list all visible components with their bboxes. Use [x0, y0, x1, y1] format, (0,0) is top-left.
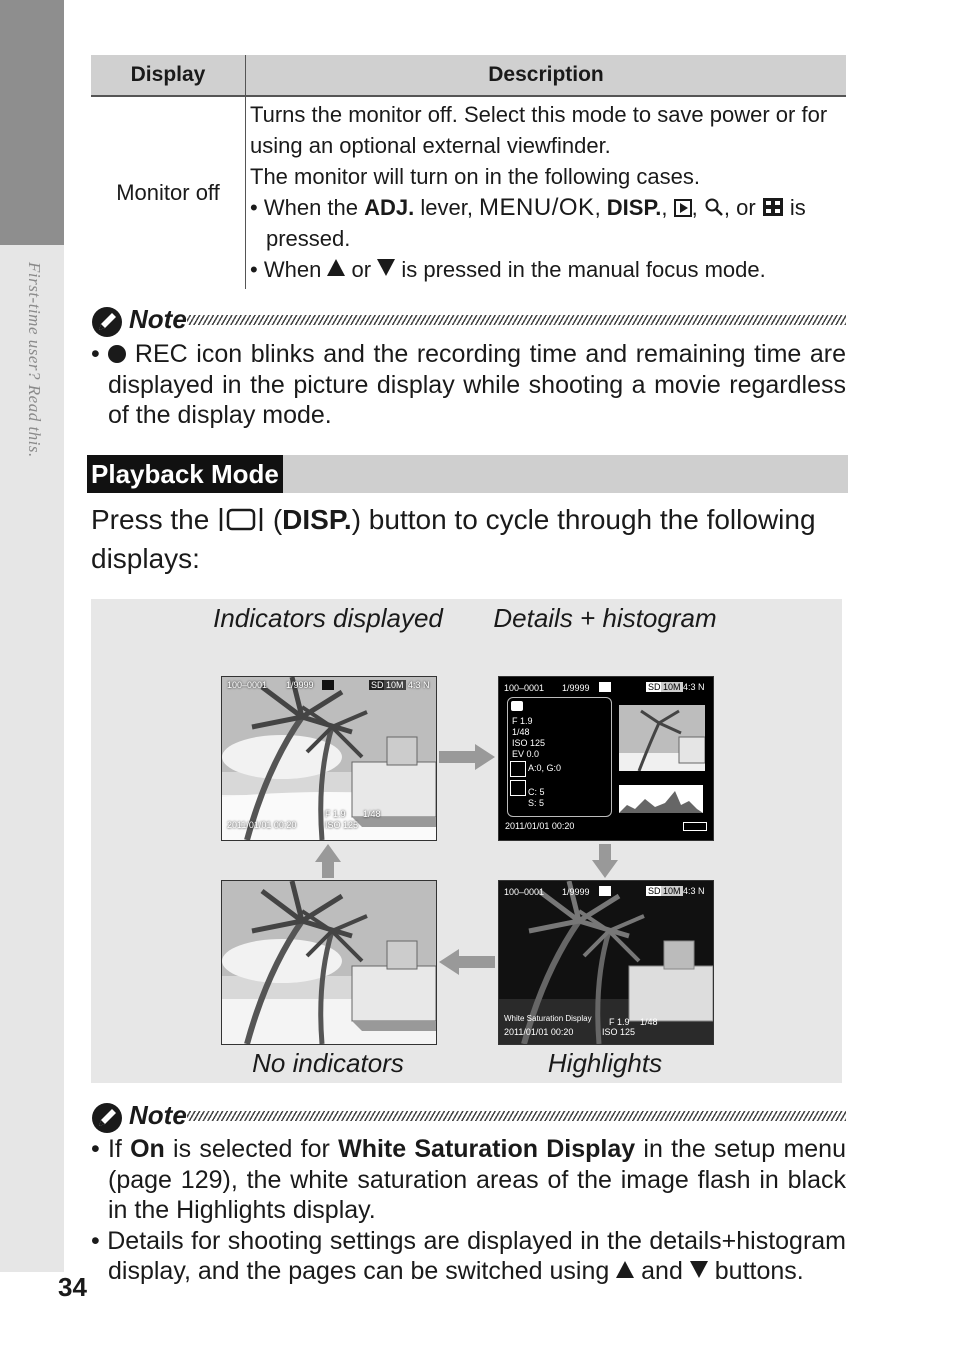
table-cell-display: Monitor off	[91, 96, 246, 289]
adj-lever-label: ADJ.	[364, 195, 415, 220]
up-arrow-icon	[327, 259, 345, 276]
menu-ok-label: MENU/OK	[479, 194, 595, 221]
note-body	[91, 339, 846, 431]
arrow-left-icon	[439, 949, 495, 975]
section-title: Playback Mode	[87, 455, 283, 493]
note-rule	[187, 1111, 846, 1121]
table-header-display: Display	[91, 55, 246, 96]
play-badge-icon	[599, 682, 611, 692]
disp-button-icon	[217, 506, 265, 532]
down-arrow-icon	[377, 259, 395, 276]
list-item: • REC icon blinks and the recording time and remaining time are displayed in the picture display while shooting a movie regardless of the display mode.	[91, 340, 847, 429]
thumbnail-photo	[619, 705, 705, 771]
disp-label: DISP.	[282, 504, 352, 535]
caption-indicators: Indicators displayed	[213, 603, 443, 633]
magnify-icon	[704, 197, 724, 217]
playback-display-diagram	[91, 599, 842, 1083]
screen-highlights: 100–0001 1/9999 SD 10M 4:3 N White Saturation Display F 1.9 1/48 2011/01/01 00:20 ISO 125	[498, 880, 714, 1045]
pencil-icon	[91, 306, 123, 338]
note-title: Note	[129, 1100, 187, 1130]
description-line: The monitor will turn on in the following cases.	[250, 164, 700, 189]
screen-no-indicators	[221, 880, 437, 1045]
down-arrow-icon	[690, 1261, 708, 1278]
beach-photo	[222, 881, 436, 1044]
instruction-text: Press the (DISP.) button to cycle through the following displays:	[91, 504, 816, 574]
list-item: • Details for shooting settings are displayed in the details+histogram display, and the pages can be switched using and buttons.	[91, 1226, 847, 1285]
note-title: Note	[129, 304, 187, 334]
play-badge-icon	[322, 680, 334, 690]
rec-icon	[108, 345, 126, 363]
list-item: • When or is pressed in the manual focus mode.	[250, 257, 766, 282]
note-heading	[91, 304, 846, 336]
note-body	[91, 1134, 846, 1287]
playback-icon	[674, 199, 692, 217]
note-rule	[187, 315, 846, 325]
wb-icon	[510, 761, 526, 777]
caption-highlights: Highlights	[547, 1048, 663, 1078]
list-item: • If On is selected for White Saturation Display in the setup menu (page 129), the white saturation areas of the image flash in black in the Highlights display.	[91, 1135, 846, 1224]
arrow-up-icon	[315, 844, 341, 878]
arrow-right-icon	[439, 744, 495, 770]
table-header-description: Description	[246, 55, 847, 96]
camera-icon	[511, 701, 523, 711]
screen-details: 100–0001 1/9999 SD 10M 4:3 N F 1.9 1/48 ISO 125 EV 0.0 A:0, G:0 C: 5 S: 5 2011/01/01 00:20	[498, 676, 714, 841]
battery-icon	[683, 822, 707, 831]
bw-icon	[510, 780, 526, 796]
disp-label: DISP.	[606, 195, 662, 220]
caption-no-indicators: No indicators	[252, 1048, 404, 1078]
description-line: Turns the monitor off. Select this mode to save power or for using an optional external viewfinder.	[250, 102, 828, 158]
page-number: 34	[58, 1272, 87, 1302]
up-arrow-icon	[616, 1261, 634, 1278]
side-tab-marker	[0, 0, 64, 245]
table-row	[91, 96, 846, 289]
list-item: • When the ADJ. lever, MENU/OK, DISP., , , or is pressed.	[250, 194, 806, 251]
screen-indicators: 100–0001 1/9999 SD 10M 4:3 N F 1.9 1/48 2011/01/01 00:20 ISO 125	[221, 676, 437, 841]
display-mode-table	[91, 55, 846, 289]
thumbnail-grid-icon	[762, 197, 784, 217]
side-tab-label: First-time user? Read this.	[25, 262, 44, 458]
arrow-down-icon	[592, 844, 618, 878]
histogram	[619, 785, 703, 813]
table-cell-description	[246, 96, 847, 289]
note-heading	[91, 1100, 846, 1132]
section-bar	[87, 455, 848, 493]
caption-details: Details + histogram	[493, 603, 717, 633]
play-badge-icon	[599, 886, 611, 896]
pencil-icon	[91, 1102, 123, 1134]
